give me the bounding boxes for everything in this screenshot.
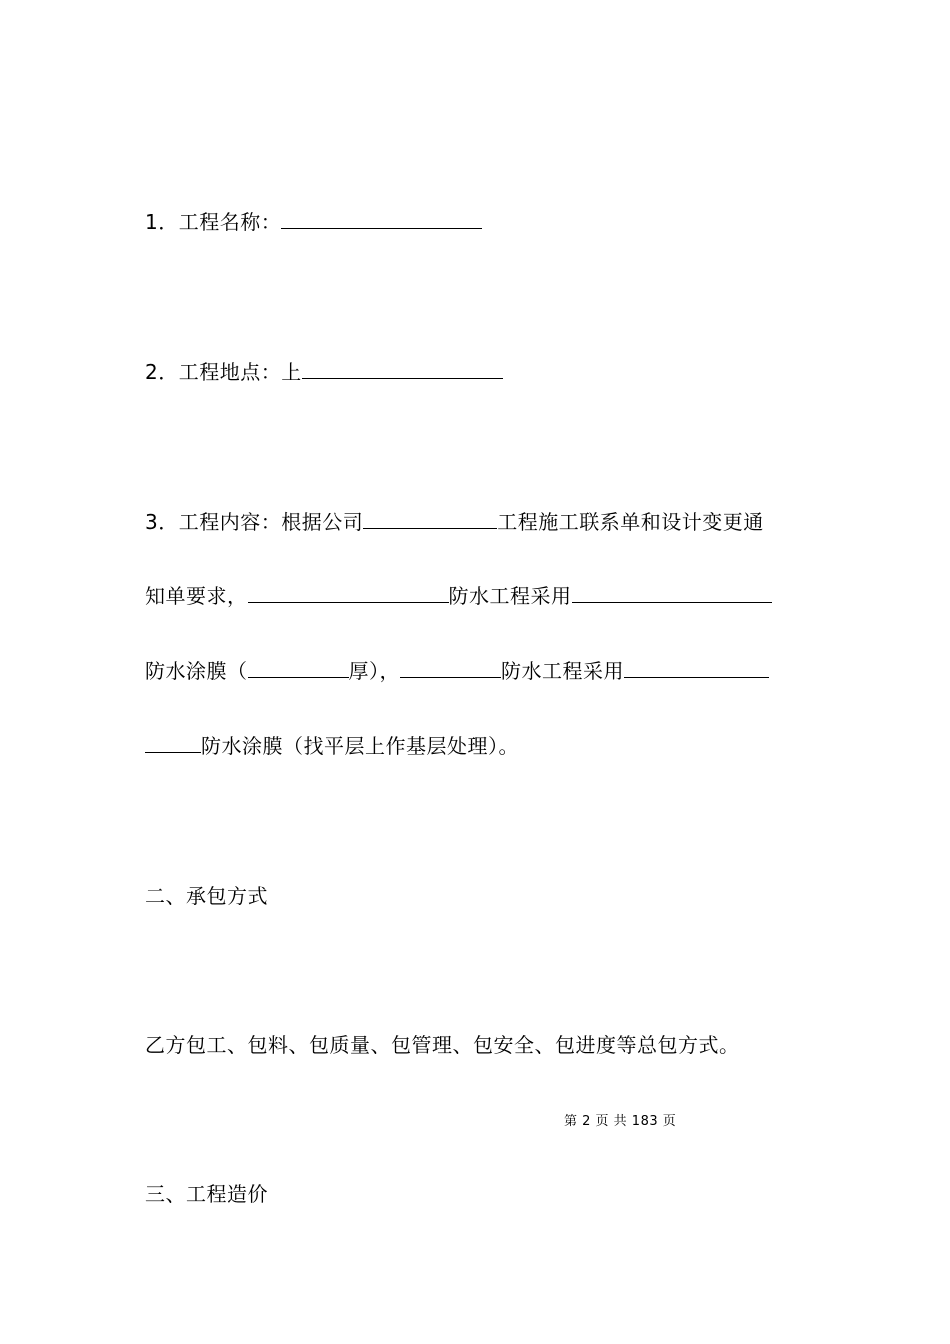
page-footer — [564, 1112, 676, 1132]
item-project-name — [145, 208, 482, 236]
cost-heading: 三、工程造价 — [145, 1182, 268, 1206]
item-project-content-line4 — [145, 732, 519, 760]
content-text-3: 知单要求， — [145, 584, 248, 608]
content-text-8: 防水涂膜（找平层上作基层处理）。 — [201, 734, 519, 758]
contract-mode-paragraph — [145, 1031, 740, 1059]
project-content-label: 3．工程内容： — [145, 510, 282, 534]
page-number: 第 2 页 共 183 页 — [564, 1114, 677, 1129]
content-text-4: 防水工程采用 — [448, 584, 572, 608]
content-text-7: 防水工程采用 — [501, 659, 624, 683]
project-location-blank — [302, 358, 503, 379]
material-blank-1 — [572, 582, 772, 603]
section-heading-contract-mode — [145, 882, 268, 910]
project-location-prefix: 上 — [281, 360, 302, 384]
content-text-6: 厚）， — [348, 659, 400, 683]
company-blank — [363, 508, 497, 529]
content-text-1: 根据公司 — [281, 510, 364, 534]
section-heading-cost — [145, 1180, 268, 1208]
material-blank-2-cont — [145, 732, 201, 753]
contract-mode-text: 乙方包工、包料、包质量、包管理、包安全、包进度等总包方式。 — [145, 1033, 740, 1057]
content-text-5: 防水涂膜（ — [145, 659, 248, 683]
item-project-content-line3 — [145, 657, 769, 685]
area-blank-2 — [400, 657, 501, 678]
item-project-location — [145, 358, 503, 386]
content-text-2: 工程施工联系单和设计变更通 — [497, 510, 764, 534]
project-name-blank — [281, 208, 482, 229]
item-project-content-line1 — [145, 508, 764, 536]
thickness-blank — [248, 657, 349, 678]
project-name-label: 1．工程名称： — [145, 210, 282, 234]
area-blank-1 — [248, 582, 449, 603]
material-blank-2 — [624, 657, 769, 678]
item-project-content-line2 — [145, 582, 772, 610]
project-location-label: 2．工程地点： — [145, 360, 282, 384]
contract-mode-heading: 二、承包方式 — [145, 884, 268, 908]
